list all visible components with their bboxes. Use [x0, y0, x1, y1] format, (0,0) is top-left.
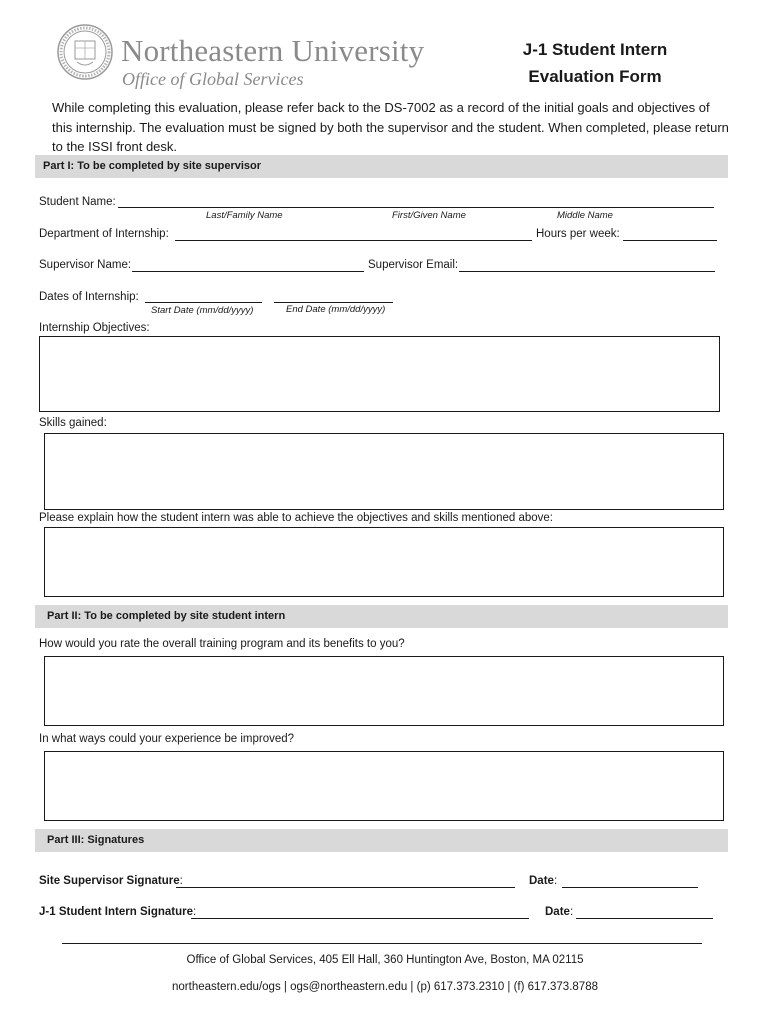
intro-text: While completing this evaluation, please refer back to the DS-7002 as a record of the initial goals and objectives of this internship. The evaluation must be signed by both the supervisor and the student. When completed, please return to the ISSI front desk.: [52, 100, 729, 154]
rate-label: How would you rate the overall training program and its benefits to you?: [39, 638, 405, 650]
supervisor-date-colon: :: [553, 875, 558, 887]
student-date-colon: :: [569, 906, 574, 918]
objectives-textbox[interactable]: [39, 336, 720, 412]
supervisor-name-label: Supervisor Name:: [39, 259, 132, 271]
supervisor-signature-label: [39, 875, 183, 887]
rate-textbox[interactable]: [44, 656, 724, 726]
department-field[interactable]: [175, 240, 532, 241]
first-name-caption: First/Given Name: [392, 210, 466, 221]
supervisor-email-label: Supervisor Email:: [368, 259, 459, 271]
footer-contact: northeastern.edu/ogs | ogs@northeastern.edu | (p) 617.373.2310 | (f) 617.373.8788: [172, 981, 598, 993]
part2-heading: Part II: To be completed by site student intern: [35, 605, 728, 628]
office-name: Office of Global Services: [122, 69, 304, 89]
part3-heading: Part III: Signatures: [35, 829, 728, 852]
part1-heading: Part I: To be completed by site supervisor: [35, 155, 728, 178]
hours-field[interactable]: [623, 240, 717, 241]
student-date-field[interactable]: [576, 918, 713, 919]
form-title: [500, 36, 690, 90]
supervisor-signature-field[interactable]: [176, 887, 515, 888]
supervisor-signature-colon: :: [179, 875, 183, 887]
end-date-field[interactable]: [274, 302, 393, 303]
improve-label: In what ways could your experience be improved?: [39, 733, 295, 745]
supervisor-date-field[interactable]: [562, 887, 698, 888]
start-date-field[interactable]: [145, 302, 262, 303]
end-date-caption: End Date (mm/dd/yyyy): [286, 304, 386, 315]
student-signature-colon: :: [193, 906, 197, 918]
student-signature-label-text: J-1 Student Intern Signature: [39, 906, 193, 918]
supervisor-date-label: [529, 875, 557, 887]
student-signature-label: [39, 906, 196, 918]
university-name: Northeastern University: [121, 33, 425, 68]
footer-address: Office of Global Services, 405 Ell Hall, 360 Huntington Ave, Boston, MA 02115: [186, 954, 584, 966]
supervisor-signature-label-text: Site Supervisor Signature: [39, 875, 180, 887]
supervisor-date-label-text: Date: [529, 875, 554, 887]
dates-label: Dates of Internship:: [39, 291, 139, 303]
form-title-line1: J-1 Student Intern: [522, 40, 668, 59]
footer-divider: [62, 943, 702, 944]
skills-label: Skills gained:: [39, 417, 107, 429]
student-signature-field[interactable]: [191, 918, 529, 919]
last-name-caption: Last/Family Name: [206, 210, 283, 221]
supervisor-name-field[interactable]: [132, 271, 364, 272]
department-label: Department of Internship:: [39, 228, 169, 240]
start-date-caption: Start Date (mm/dd/yyyy): [151, 305, 254, 316]
objectives-label: Internship Objectives:: [39, 322, 150, 334]
student-name-label: Student Name:: [39, 196, 116, 208]
student-name-field[interactable]: [118, 207, 714, 208]
explain-label: Please explain how the student intern was able to achieve the objectives and skills mentioned above:: [39, 512, 553, 524]
student-date-label-text: Date: [545, 906, 570, 918]
student-date-label: [545, 906, 573, 918]
skills-textbox[interactable]: [44, 433, 724, 510]
middle-name-caption: Middle Name: [557, 210, 613, 221]
supervisor-email-field[interactable]: [459, 271, 715, 272]
explain-textbox[interactable]: [44, 527, 724, 597]
improve-textbox[interactable]: [44, 751, 724, 821]
university-seal-icon: [57, 24, 113, 80]
hours-label: Hours per week:: [536, 228, 620, 240]
form-title-line2: Evaluation Form: [528, 67, 662, 86]
